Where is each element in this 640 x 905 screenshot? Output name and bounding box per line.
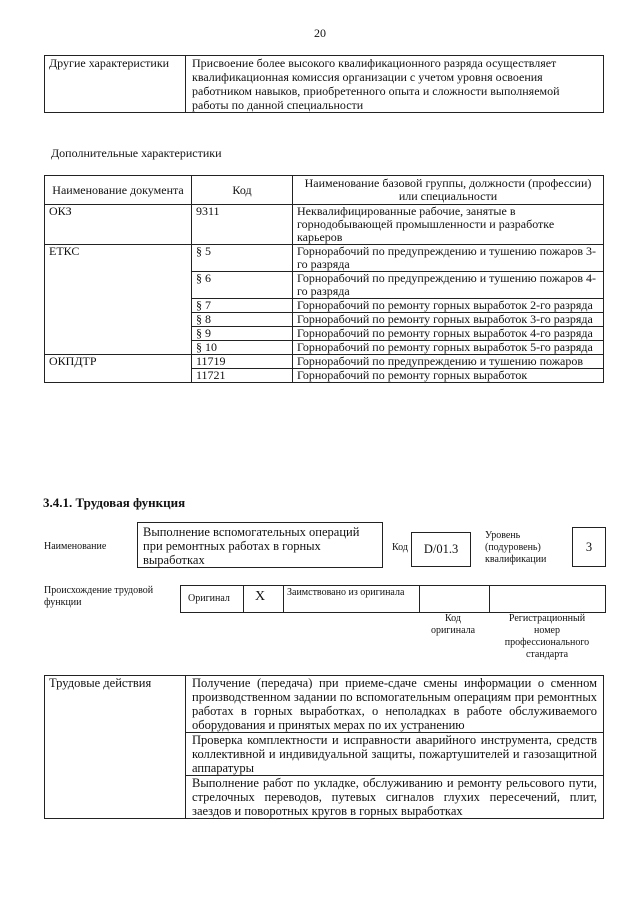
table-row xyxy=(45,369,604,383)
table-row xyxy=(45,327,604,341)
table-row xyxy=(45,299,604,313)
level-value: 3 xyxy=(585,540,593,554)
name-cell: Горнорабочий по предупреждению и тушению пожаров 4-го разряда xyxy=(293,272,604,299)
origin-label: Происхождение трудовой функции xyxy=(44,585,154,608)
name-cell: Горнорабочий по предупреждению и тушению пожаров xyxy=(293,355,604,369)
table-row xyxy=(45,313,604,327)
doc-cell xyxy=(45,369,192,383)
labor-action-item: Проверка комплектности и исправности аварийного инструмента, средств коллективной и индивидуальной защиты, пожартушителей и газозащитной аппаратуры xyxy=(186,733,604,776)
code-box xyxy=(411,532,471,567)
doc-cell xyxy=(45,272,192,299)
function-heading: 3.4.1. Трудовая функция xyxy=(43,495,186,510)
borrowed-label: Заимствовано из оригинала xyxy=(287,587,405,598)
header-code: Код xyxy=(192,176,293,205)
name-cell: Горнорабочий по ремонту горных выработок xyxy=(293,369,604,383)
name-cell: Горнорабочий по ремонту горных выработок 2-го разряда xyxy=(293,299,604,313)
labor-actions-table xyxy=(44,675,604,819)
table-row xyxy=(45,245,604,272)
code-cell: § 5 xyxy=(192,245,293,272)
origin-row xyxy=(180,585,606,613)
doc-cell xyxy=(45,299,192,313)
header-name: Наименование базовой группы, должности (профессии) или специальности xyxy=(293,176,604,205)
table-row xyxy=(45,341,604,355)
labor-actions-label: Трудовые действия xyxy=(45,676,186,819)
name-cell: Горнорабочий по предупреждению и тушению пожаров 3-го разряда xyxy=(293,245,604,272)
original-label: Оригинал xyxy=(188,593,230,604)
doc-cell xyxy=(45,327,192,341)
original-mark: X xyxy=(255,589,266,604)
table-row xyxy=(45,205,604,245)
code-cell: 9311 xyxy=(192,205,293,245)
table-row xyxy=(45,355,604,369)
doc-cell xyxy=(45,313,192,327)
level-label: Уровень (подуровень) квалификации xyxy=(485,530,547,565)
page-number: 20 xyxy=(314,26,326,40)
doc-cell: ОКЗ xyxy=(45,205,192,245)
function-name-box xyxy=(137,522,383,568)
function-name-label: Наименование xyxy=(44,541,107,552)
name-cell: Горнорабочий по ремонту горных выработок 5-го разряда xyxy=(293,341,604,355)
other-characteristics-table xyxy=(44,55,604,113)
code-value: D/01.3 xyxy=(423,542,459,556)
additional-characteristics-table xyxy=(44,175,604,383)
code-cell: 11719 xyxy=(192,355,293,369)
other-characteristics-text: Присвоение более высокого квалификационного разряда осуществляет квалификационная комиссия организации с учетом уровня освоения работником навыков, приобретенного опыта и сложности выполняемой работы по данной специальности xyxy=(186,56,604,113)
reg-number-caption: Регистрационный номер профессионального стандарта xyxy=(504,613,590,660)
code-cell: § 10 xyxy=(192,341,293,355)
name-cell: Горнорабочий по ремонту горных выработок 4-го разряда xyxy=(293,327,604,341)
table-row xyxy=(45,272,604,299)
code-cell: § 8 xyxy=(192,313,293,327)
doc-cell xyxy=(45,341,192,355)
doc-cell: ЕТКС xyxy=(45,245,192,272)
code-cell: § 6 xyxy=(192,272,293,299)
additional-characteristics-title: Дополнительные характеристики xyxy=(51,146,222,160)
doc-cell: ОКПДТР xyxy=(45,355,192,369)
name-cell: Неквалифицированные рабочие, занятые в горнодобывающей промышленности и разработке карьеров xyxy=(293,205,604,245)
code-cell: § 9 xyxy=(192,327,293,341)
header-doc: Наименование документа xyxy=(45,176,192,205)
code-original-caption: Код оригинала xyxy=(430,613,476,636)
code-label: Код xyxy=(392,542,408,553)
level-box xyxy=(572,527,606,567)
code-cell: § 7 xyxy=(192,299,293,313)
labor-action-item: Получение (передача) при приеме-сдаче смены информации о сменном производственном задании по вспомогательным операциям при ремонтных работах в горных выработках, о неполадках в работе обслуживаемого оборудования и принятых мерах по их устранению xyxy=(186,676,604,733)
code-cell: 11721 xyxy=(192,369,293,383)
function-name-value: Выполнение вспомогательных операций при ремонтных работах в горных выработках xyxy=(143,525,360,567)
name-cell: Горнорабочий по ремонту горных выработок 3-го разряда xyxy=(293,313,604,327)
labor-action-item: Выполнение работ по укладке, обслуживанию и ремонту рельсового пути, стрелочных переводов, путевых сигналов глухих пересечений, плит, заездов и поворотных кругов в горных выработках xyxy=(186,776,604,819)
other-characteristics-label: Другие характеристики xyxy=(45,56,186,113)
